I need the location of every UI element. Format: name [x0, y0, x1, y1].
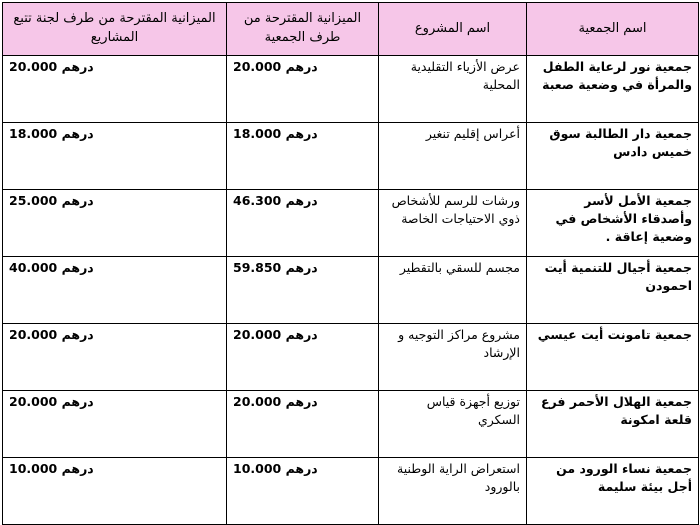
currency-label: درهم [61, 126, 94, 141]
table-row [3, 123, 699, 190]
association-name: جمعية نساء الورود من أجل بيئة سليمة [527, 458, 699, 525]
currency-label: درهم [61, 193, 94, 208]
amount-value: 18.000 [233, 126, 282, 141]
currency-label: درهم [285, 461, 318, 476]
association-name: جمعية دار الطالبة سوق خميس دادس [527, 123, 699, 190]
budget-committee-amount [3, 458, 227, 525]
currency-label: درهم [61, 59, 94, 74]
amount-value: 25.000 [9, 193, 58, 208]
budget-association-amount [227, 391, 379, 458]
table-row [3, 190, 699, 257]
amount-value: 59.850 [233, 260, 282, 275]
header-budget-committee: الميزانية المقترحة من طرف لجنة تتبع المشاريع [3, 3, 227, 56]
amount-value: 20.000 [233, 59, 282, 74]
project-name: استعراض الراية الوطنية بالورود [379, 458, 527, 525]
budget-committee-amount [3, 257, 227, 324]
header-row [3, 3, 699, 56]
budget-table [2, 2, 699, 525]
project-name: مجسم للسقي بالتقطير [379, 257, 527, 324]
table-body [3, 56, 699, 525]
table-header [3, 3, 699, 56]
association-name: جمعية أجيال للتنمية أيت احمودن [527, 257, 699, 324]
currency-label: درهم [285, 193, 318, 208]
currency-label: درهم [285, 260, 318, 275]
table-row [3, 257, 699, 324]
budget-association-amount [227, 458, 379, 525]
amount-value: 40.000 [9, 260, 58, 275]
header-association: اسم الجمعية [527, 3, 699, 56]
project-name: ورشات للرسم للأشخاص ذوي الاحتياجات الخاصة [379, 190, 527, 257]
budget-committee-amount [3, 123, 227, 190]
project-name: توزيع أجهزة قياس السكري [379, 391, 527, 458]
association-name: جمعية نور لرعاية الطفل والمرأة في وضعية صعبة [527, 56, 699, 123]
currency-label: درهم [61, 394, 94, 409]
association-name: جمعية الهلال الأحمر فرع قلعة امكونة [527, 391, 699, 458]
amount-value: 18.000 [9, 126, 58, 141]
budget-association-amount [227, 324, 379, 391]
currency-label: درهم [61, 461, 94, 476]
currency-label: درهم [285, 394, 318, 409]
currency-label: درهم [61, 327, 94, 342]
header-project: اسم المشروع [379, 3, 527, 56]
budget-association-amount [227, 56, 379, 123]
budget-committee-amount [3, 190, 227, 257]
project-name: عرض الأزياء التقليدية المحلية [379, 56, 527, 123]
amount-value: 20.000 [9, 394, 58, 409]
table-row [3, 458, 699, 525]
budget-association-amount [227, 123, 379, 190]
currency-label: درهم [285, 327, 318, 342]
table-row [3, 391, 699, 458]
amount-value: 20.000 [233, 394, 282, 409]
project-name: مشروع مراكز التوجيه و الإرشاد [379, 324, 527, 391]
association-name: جمعية تامونت أيت عيسي [527, 324, 699, 391]
budget-association-amount [227, 190, 379, 257]
budget-committee-amount [3, 324, 227, 391]
amount-value: 46.300 [233, 193, 282, 208]
amount-value: 10.000 [233, 461, 282, 476]
currency-label: درهم [285, 126, 318, 141]
amount-value: 20.000 [9, 327, 58, 342]
currency-label: درهم [61, 260, 94, 275]
association-name: جمعية الأمل لأسر وأصدقاء الأشخاص في وضعية إعاقة . [527, 190, 699, 257]
header-budget-association: الميزانية المقترحة من طرف الجمعية [227, 3, 379, 56]
table-row [3, 56, 699, 123]
budget-committee-amount [3, 391, 227, 458]
table-row [3, 324, 699, 391]
budget-committee-amount [3, 56, 227, 123]
currency-label: درهم [285, 59, 318, 74]
project-name: أعراس إقليم تنغير [379, 123, 527, 190]
amount-value: 20.000 [9, 59, 58, 74]
budget-association-amount [227, 257, 379, 324]
amount-value: 20.000 [233, 327, 282, 342]
amount-value: 10.000 [9, 461, 58, 476]
